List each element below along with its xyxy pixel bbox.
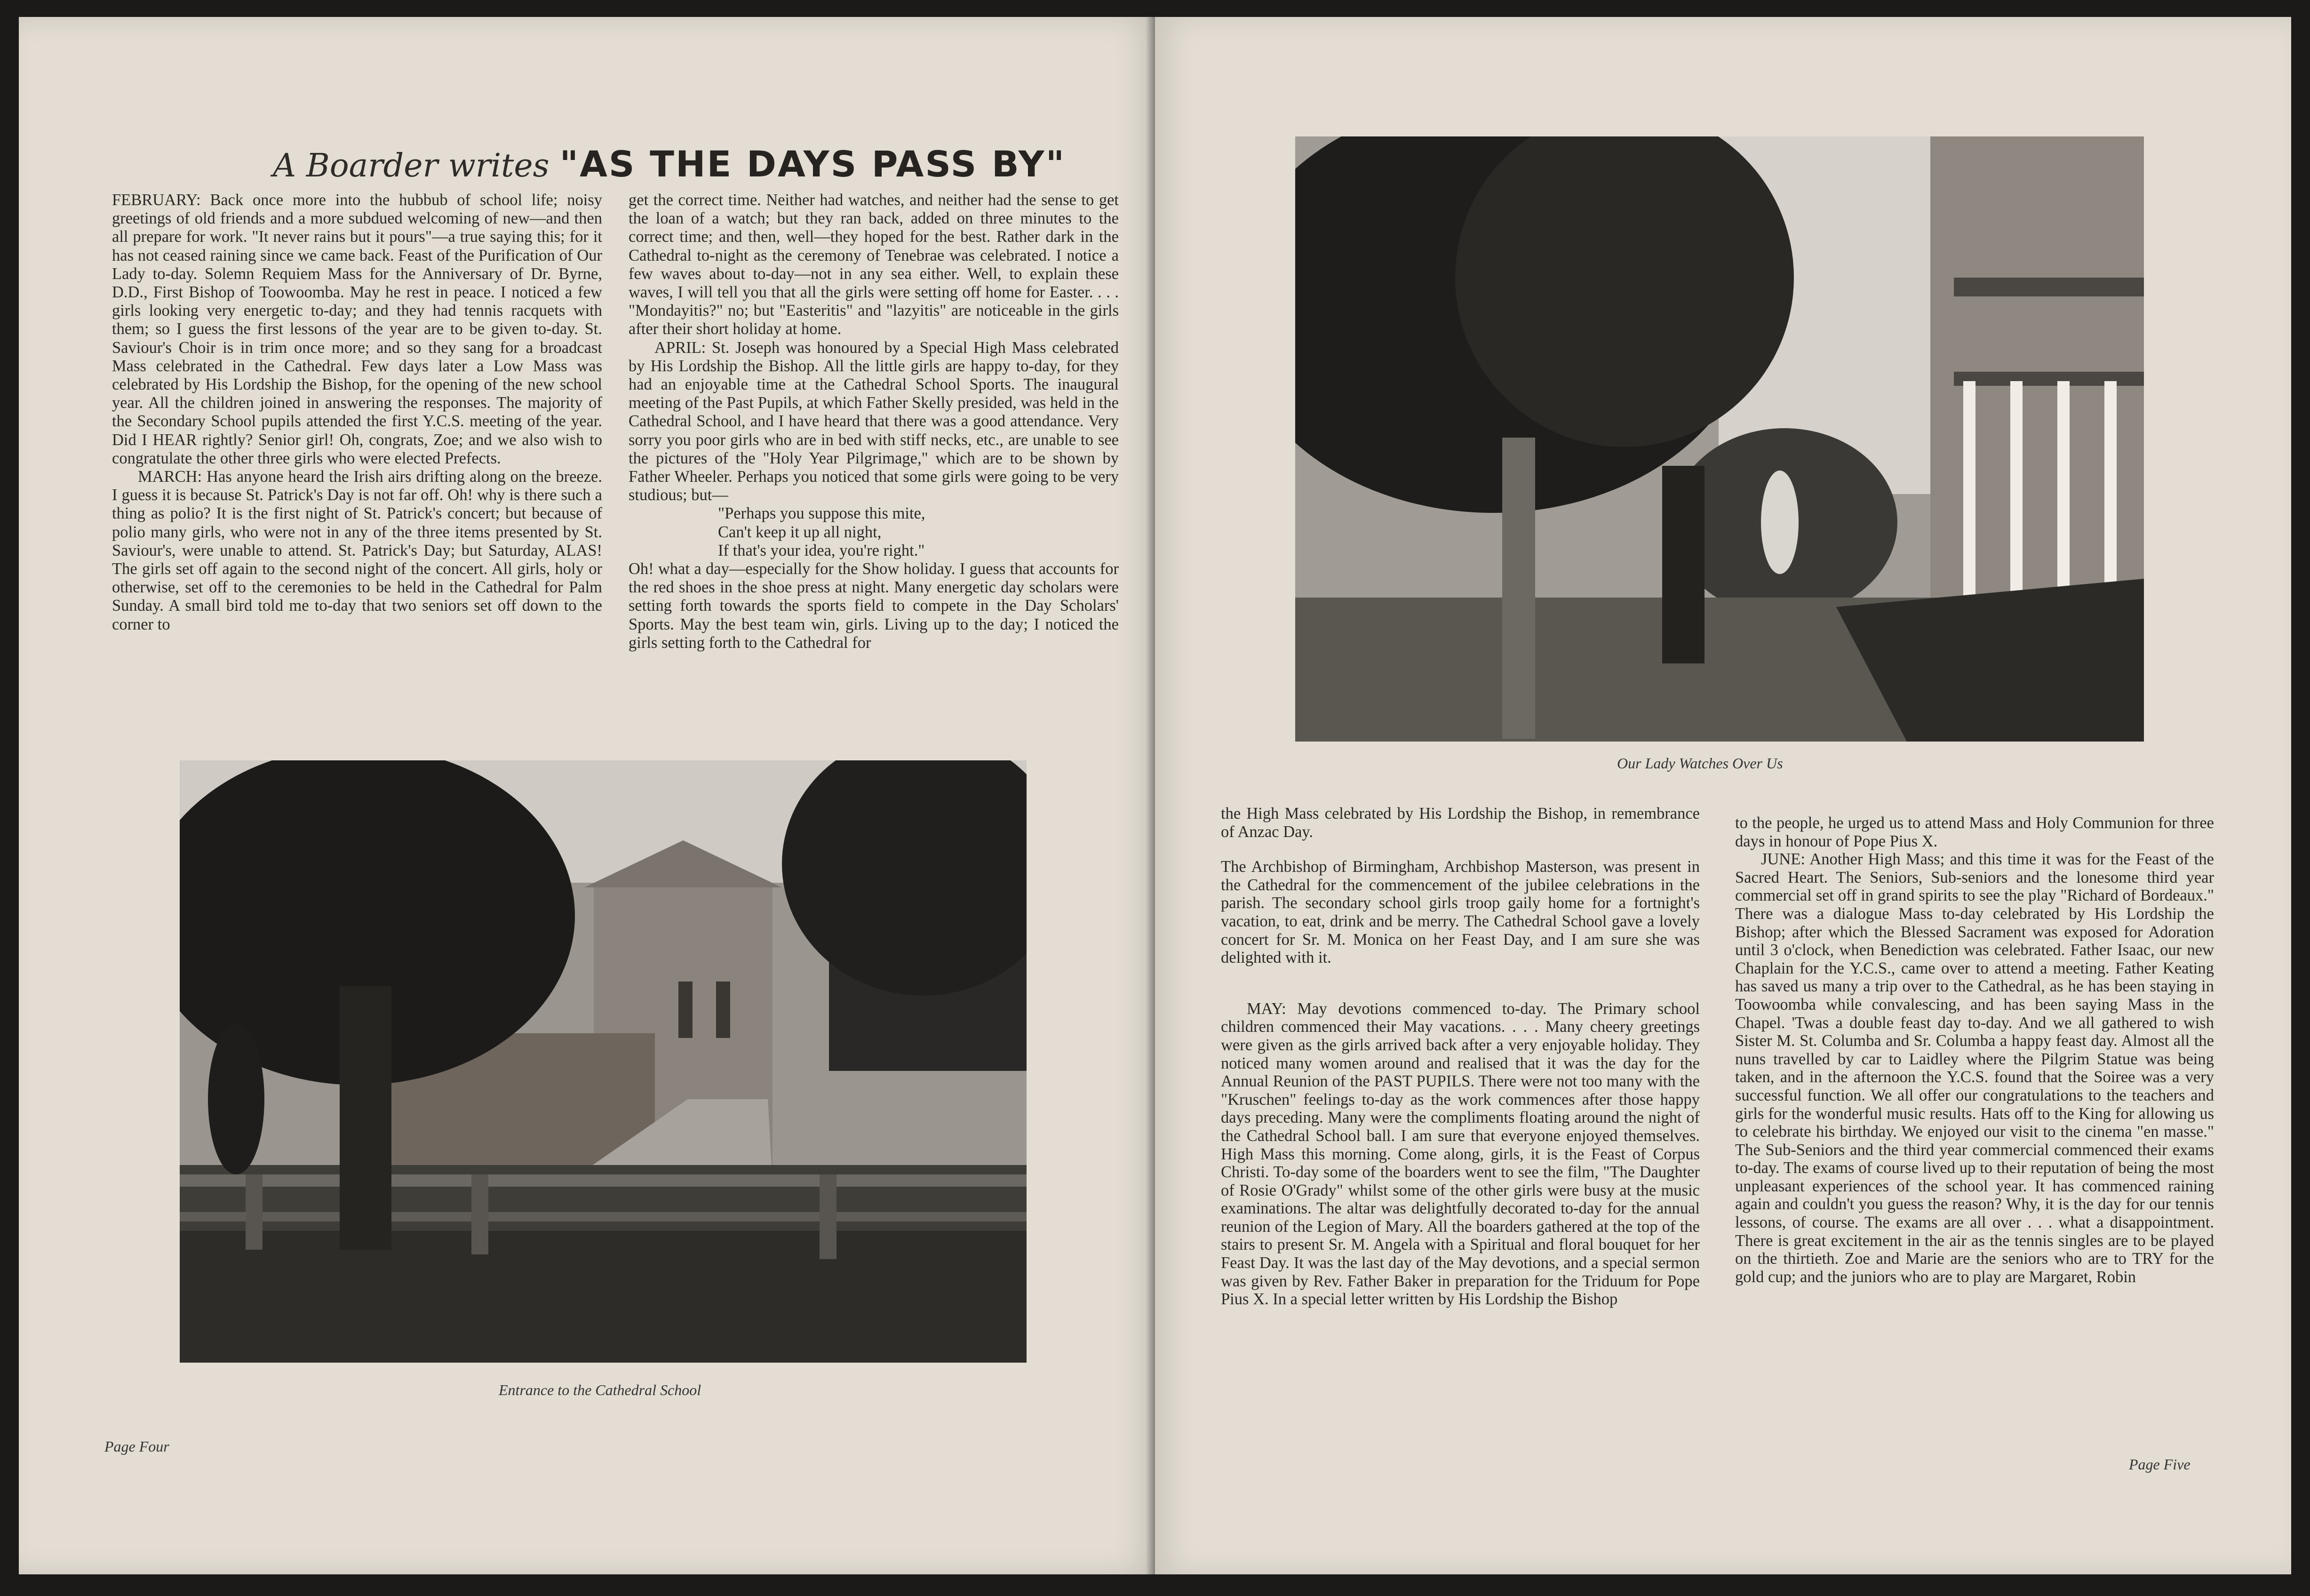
page-number-left: Page Four: [104, 1438, 169, 1455]
photo-caption-left: Entrance to the Cathedral School: [499, 1381, 701, 1398]
paragraph-june: JUNE: Another High Mass; and this time it was for the Feast of the Sacred Heart. The Seniors, Sub-seniors and the lonesome third year commercial set off in grand spirits to see the play "Richard of Bordeaux." There was a dialogue Mass to-day celebrated by His Lordship the Bishop; after which the Blessed Sacrament was exposed for Adoration until 3 o'clock, when Benediction was celebrated. Father Isaac, our new Chaplain for the Y.C.S., came over to attend a meeting. Father Keating has saved us many a trip over to the Cathedral, as he has been staying in Toowoomba while convalescing, and has been saying Mass in the Chapel. 'Twas a double feast day to-day. And we all gathered to wish Sister M. St. Columba and Sr. Columba a happy feast day. Almost all the nuns travelled by car to Laidley where the Pilgrim Statue was being taken, and in the afternoon the Y.C.S. found that the Soiree was a very successful function. We all offer our congratulations to the teachers and girls for the wonderful music results. Hats off to the King for allowing us to celebrate his birthday. We enjoyed our visit to the cinema "en masse." The Sub-Seniors and the third year commercial commenced their exams to-day. The exams of course lived up to their reputation of being the most unpleasant experiences of the school year. It has commenced raining again and couldn't you guess the reason? Why, it is the day for our tennis lessons, of course. The exams are all over . . . what a disappointment. There is great excitement in the air as the tennis singles are to be played on the thirtieth. Zoe and Marie are the seniors who are to TRY for the gold cup; and the juniors who are to play are Margaret, Robin: [1735, 850, 2214, 1286]
paragraph-february: FEBRUARY: Back once more into the hubbub of school life; noisy greetings of old friends and a more subdued welcoming of new—and then all prepare for work. "It never rains but it pours"—a true saying this; for it has not ceased raining since we came back. Feast of the Purification of Our Lady to-day. Solemn Requiem Mass for the Anniversary of Dr. Byrne, D.D., First Bishop of Toowoomba. May he rest in peace. I noticed a few girls looking very energetic to-day; and they had tennis racquets with them; so I guess the first lessons of the year are to be given to-day. St. Saviour's Choir is in trim once more; and so they sang for a broadcast Mass celebrated in the Cathedral. Few days later a Low Mass was celebrated by His Lordship the Bishop, for the opening of the new school year. All the children joined in answering the responses. The majority of the Secondary School pupils attended the first Y.C.S. meeting of the year. Did I HEAR rightly? Senior girl! Oh, congrats, Zoe; and we also wish to congratulate the other three girls who were elected Prefects.: [112, 191, 602, 467]
left-page: [19, 17, 1155, 1574]
article-title: [273, 143, 1066, 185]
left-column-1: [112, 191, 602, 634]
paragraph-april-cont: Oh! what a day—especially for the Show holiday. I guess that accounts for the red shoes in the shoe press at night. Many energetic day scholars were setting forth towards the sports field to compete in the Day Scholars' Sports. May the best team win, girls. Living up to the day; I noticed the girls setting forth to the Cathedral for: [629, 560, 1119, 652]
paragraph-april: APRIL: St. Joseph was honoured by a Special High Mass celebrated by His Lordship the Bishop. All the little girls are happy to-day, for they had an enjoyable time at the Cathedral School Sports. The inaugural meeting of the Past Pupils, at which Father Skelly presided, was held in the Cathedral School, and I have heard that there was a good attendance. Very sorry you poor girls who are in bed with stiff necks, etc., are unable to see the pictures of the "Holy Year Pilgrimage," which are to be shown by Father Wheeler. Perhaps you noticed that some girls were going to be very studious; but—: [629, 338, 1119, 504]
right-column-2: [1735, 814, 2214, 1286]
verse-line: If that's your idea, you're right.": [718, 541, 925, 559]
left-column-2: [629, 191, 1119, 652]
title-script: A Boarder writes: [273, 147, 550, 184]
paragraph-may: MAY: May devotions commenced to-day. The Primary school children commenced their May vacations. . . . Many cheery greetings were given as the girls arrived back after a very enjoyable holiday. They noticed many women around and realised that it was the day for the Annual Reunion of the PAST PUPILS. There were not too many with the "Kruschen" feelings to-day as the work commences after those happy days preceding. Many were the compliments floating around the night of the Cathedral School ball. I am sure that everyone enjoyed themselves. High Mass this morning. Come along, girls, it is the Feast of Corpus Christi. To-day some of the boarders went to see the film, "The Daughter of Rosie O'Grady" whilst some of the other girls were busy at the music examinations. The altar was delightfully decorated to-day for the annual reunion of the Legion of Mary. All the boarders gathered at the top of the stairs to present Sr. M. Angela with a Spiritual and floral bouquet for her Feast Day. It was the last day of the May devotions, and a special sermon was given by Rev. Father Baker in preparation for the Triduum for Pope Pius X. In a special letter written by His Lordship the Bishop: [1221, 999, 1700, 1309]
cathedral-school-photo: [180, 760, 1027, 1363]
paragraph-anzac: the High Mass celebrated by His Lordship the Bishop, in remembrance of Anzac Day.: [1221, 805, 1700, 841]
photo-caption-right: Our Lady Watches Over Us: [1617, 755, 1783, 772]
right-column-1: [1221, 805, 1700, 1309]
verse-line: "Perhaps you suppose this mite,: [718, 504, 925, 523]
paragraph-archbishop: The Archbishop of Birmingham, Archbishop Masterson, was present in the Cathedral for the commencement of the jubilee celebrations in the parish. The secondary school girls troop gaily home for a fortnight's vacation, to eat, drink and be merry. The Cathedral School gave a lovely concert for Sr. M. Monica on her Feast Day, and I am sure she was delighted with it.: [1221, 858, 1700, 967]
page-number-right: Page Five: [2129, 1456, 2191, 1473]
grotto-photo: [1295, 136, 2144, 742]
verse-line: Can't keep it up all night,: [718, 523, 882, 541]
title-main: "AS THE DAYS PASS BY": [559, 143, 1066, 185]
paragraph-march-cont: get the correct time. Neither had watches, and neither had the sense to get the loan of a watch; but they ran back, added on three minutes to the correct time; and then, well—they hoped for the best. Rather dark in the Cathedral to-night as the ceremony of Tenebrae was celebrated. I notice a few waves about to-day—not in any sea either. Well, to explain these waves, I will tell you that all the girls were setting off home for Easter. . . . "Mondayitis?" no; but "Easteritis" and "lazyitis" are noticeable in the girls after their short holiday at home.: [629, 191, 1119, 338]
right-page: [1155, 17, 2291, 1574]
paragraph-may-cont: to the people, he urged us to attend Mass and Holy Communion for three days in honour of Pope Pius X.: [1735, 814, 2214, 850]
paragraph-march: MARCH: Has anyone heard the Irish airs drifting along on the breeze. I guess it is because St. Patrick's Day is not far off. Oh! why is there such a thing as polio? It is the first night of St. Patrick's concert; but because of polio many girls, who were not in any of the three items presented by St. Saviour's, were unable to attend. St. Patrick's Day; but Saturday, ALAS! The girls set off again to the second night of the concert. All girls, holy or otherwise, set off to the ceremonies to be held in the Cathedral for Palm Sunday. A small bird told me to-day that two seniors set off down to the corner to: [112, 468, 602, 633]
magazine-spread: [19, 17, 2291, 1574]
